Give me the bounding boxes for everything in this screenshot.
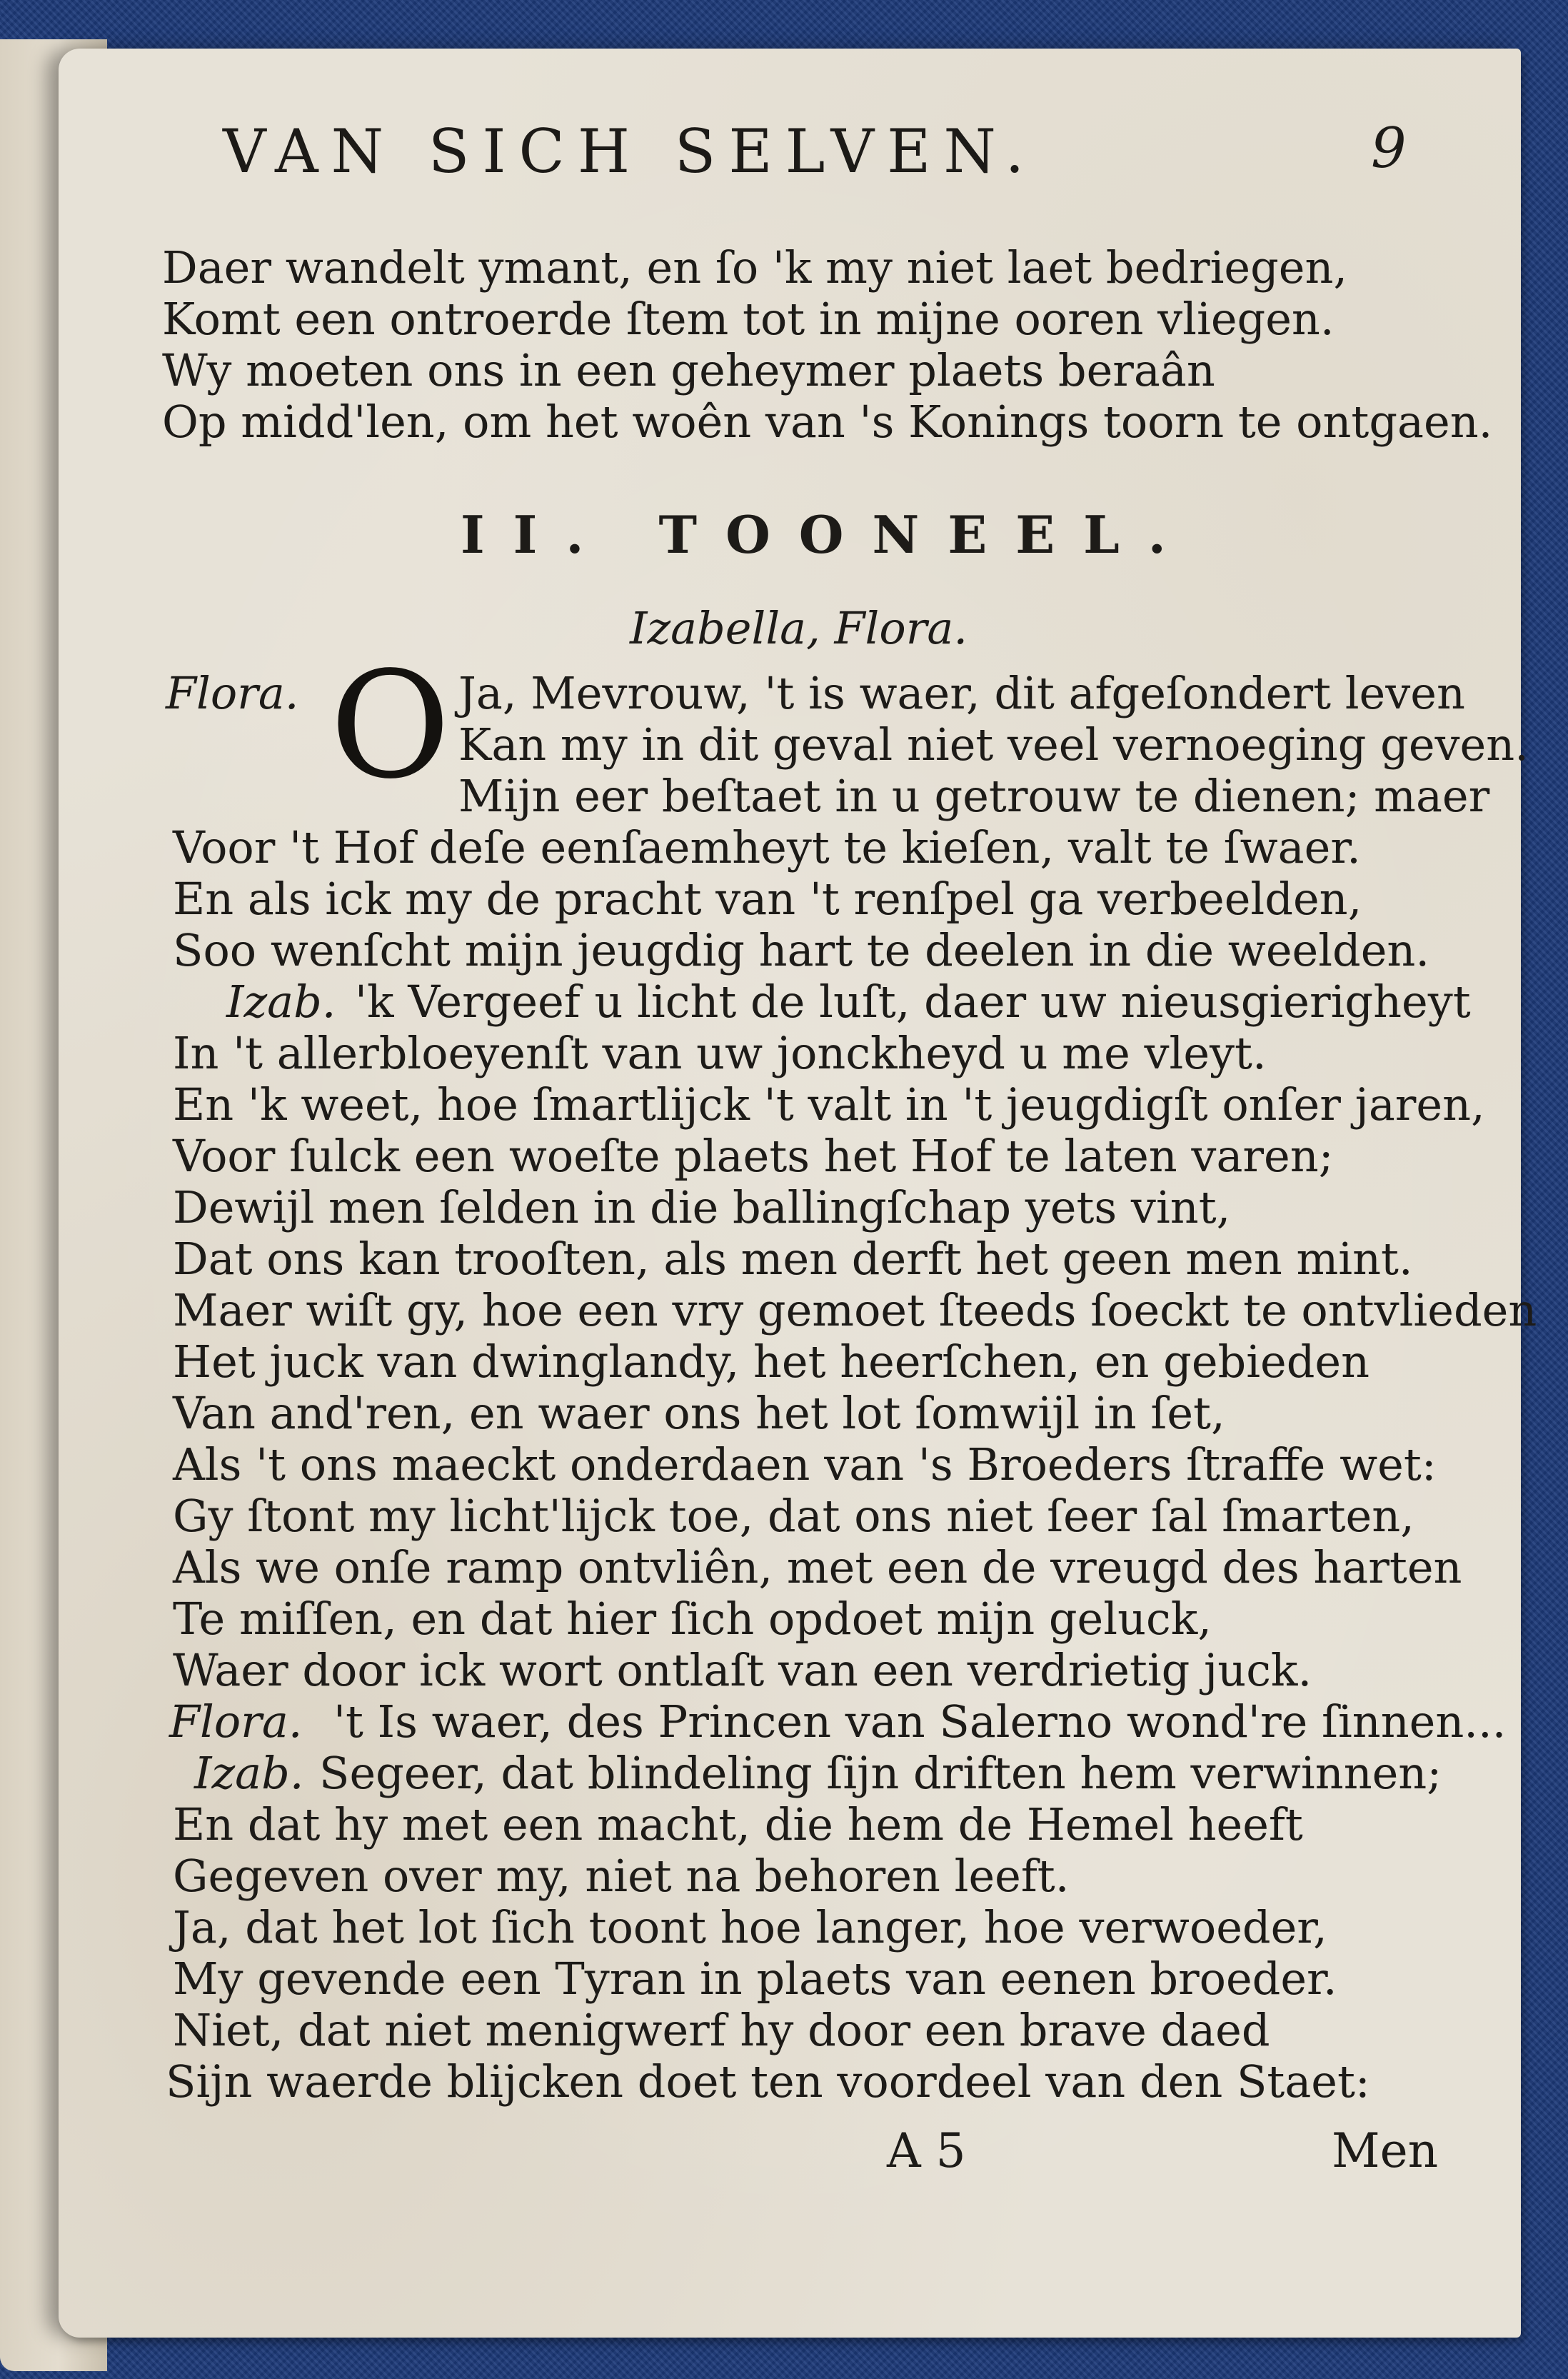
verse-line: Waer door ick wort ontlaſt van een verdrietig juck. [173, 1644, 1312, 1696]
verse-line: Ja, Mevrouw, 't is waer, dit afgeſondert leven [458, 667, 1465, 719]
speaker-label: Flora. [169, 1696, 303, 1748]
drop-cap: O [330, 640, 451, 811]
signature-mark: A 5 [887, 2123, 966, 2178]
verse-line: Sijn waerde blijcken doet ten voordeel van den Staet: [166, 2055, 1370, 2108]
verse-line: My gevende een Tyran in plaets van eenen broeder. [173, 1953, 1337, 2005]
verse-line: Dat ons kan trooſten, als men derft het geen men mint. [173, 1233, 1413, 1285]
verse-line: Soo wenſcht mijn jeugdig hart te deelen in die weelden. [173, 924, 1430, 976]
page-number: 9 [1371, 116, 1407, 181]
verse-line: En 'k weet, hoe ſmartlijck 't valt in 't jeugdigſt onſer jaren, [173, 1078, 1485, 1131]
verse-line: Voor ſulck een woeſte plaets het Hof te laten varen; [173, 1130, 1334, 1182]
speaker-label: Flora. [166, 667, 299, 719]
catchword: Men [1332, 2123, 1439, 2178]
speaker-label: Izab. [194, 1747, 304, 1799]
running-head: VAN SICH SELVEN. [223, 116, 1037, 186]
verse-line: Het juck van dwinglandy, het heerſchen, en gebieden [173, 1336, 1370, 1388]
verse-line: 't Is waer, des Princen van Salerno wond're ſinnen... [333, 1696, 1507, 1748]
verse-line: Voor 't Hof deſe eenſaemheyt te kieſen, valt te ſwaer. [173, 821, 1361, 873]
verse-line: Maer wiſt gy, hoe een vry gemoet ſteeds ſoeckt te ontvlieden [173, 1284, 1537, 1336]
verse-line: En dat hy met een macht, die hem de Hemel heeft [173, 1798, 1303, 1850]
verse-line: Kan my in dit geval niet veel vernoeging geven. [458, 718, 1529, 771]
verse-line: Gegeven over my, niet na behoren leeft. [173, 1850, 1070, 1902]
verse-line: Wy moeten ons in een geheymer plaets beraân [162, 344, 1215, 396]
verse-line: Niet, dat niet menigwerf hy door een brave daed [173, 2004, 1270, 2056]
verse-line: Te miſſen, en dat hier ſich opdoet mijn geluck, [173, 1593, 1212, 1645]
verse-line: Als we onſe ramp ontvliên, met een de vreugd des harten [173, 1541, 1462, 1593]
verse-line: En als ick my de pracht van 't renſpel ga verbeelden, [173, 873, 1362, 925]
scene-heading: II. TOONEEL. [461, 504, 1195, 565]
verse-line: Ja, dat het lot ſich toont hoe langer, hoe verwoeder, [173, 1901, 1327, 1953]
verse-line: Segeer, dat blindeling ſijn driften hem verwinnen; [319, 1747, 1442, 1799]
verse-line: Daer wandelt ymant, en ſo 'k my niet laet bedriegen, [162, 241, 1348, 294]
verse-line: Gy ſtont my licht'lijck toe, dat ons niet ſeer ſal ſmarten, [173, 1490, 1414, 1542]
verse-line: In 't allerbloeyenſt van uw jonckheyd u me vleyt. [173, 1027, 1267, 1079]
scene-characters: Izabella, Flora. [630, 602, 968, 654]
verse-line: Komt een ontroerde ſtem tot in mijne ooren vliegen. [162, 293, 1335, 345]
verse-line: Dewijl men ſelden in die ballingſchap yets vint, [173, 1181, 1231, 1233]
verse-line: 'k Vergeef u licht de luſt, daer uw nieusgierigheyt [355, 976, 1471, 1028]
verse-line: Van and'ren, en waer ons het lot ſomwijl in ſet, [173, 1387, 1225, 1439]
book-page [59, 49, 1537, 2338]
speaker-label: Izab. [226, 976, 336, 1028]
verse-line: Mijn eer beſtaet in u getrouw te dienen; maer [458, 770, 1490, 822]
verse-line: Als 't ons maeckt onderdaen van 's Broeders ſtraffe wet: [173, 1438, 1437, 1491]
verse-line: Op midd'len, om het woên van 's Konings toorn te ontgaen. [162, 396, 1493, 448]
